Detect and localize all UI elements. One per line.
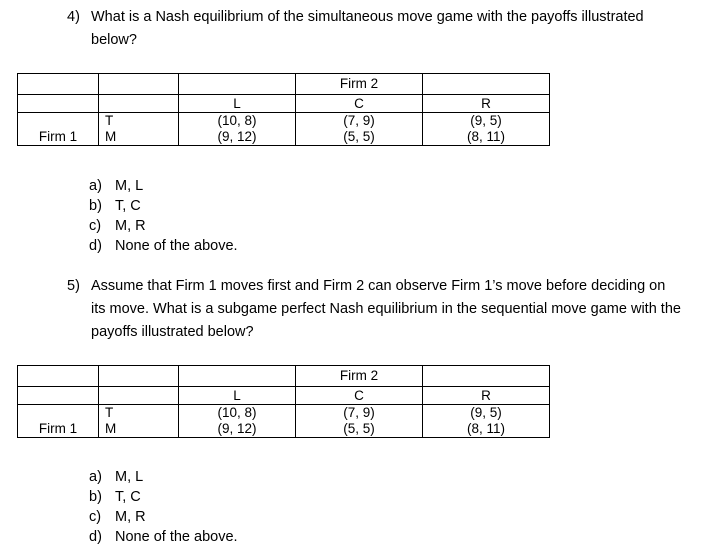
col-header-r: R xyxy=(423,95,550,113)
col-header-l: L xyxy=(179,387,296,405)
payoff-cell-c xyxy=(296,113,423,146)
strategy-m: M xyxy=(105,129,117,144)
payoff-t-l: (10, 8) xyxy=(217,113,257,128)
payoff-m-c: (5, 5) xyxy=(343,129,375,144)
option-d[interactable]: d) None of the above. xyxy=(89,238,238,254)
option-c[interactable]: c) M, R xyxy=(89,218,146,234)
payoff-m-r: (8, 11) xyxy=(466,129,505,144)
strategy-cell xyxy=(99,113,179,146)
payoff-m-l: (9, 12) xyxy=(217,421,257,436)
firm1-label: Firm 1 xyxy=(18,405,99,438)
payoff-m-c: (5, 5) xyxy=(343,421,375,436)
firm1-label: Firm 1 xyxy=(18,113,99,146)
question-number: 4) xyxy=(67,9,80,25)
payoff-cell-l xyxy=(179,405,296,438)
payoff-cell-l xyxy=(179,113,296,146)
question-5 xyxy=(67,275,682,344)
payoff-cell-r xyxy=(423,405,550,438)
col-header-r: R xyxy=(423,387,550,405)
options-q5 xyxy=(89,467,238,547)
firm2-label: Firm 2 xyxy=(296,366,423,387)
strategy-t: T xyxy=(105,405,114,420)
payoff-t-l: (10, 8) xyxy=(217,405,257,420)
col-header-c: C xyxy=(296,95,423,113)
payoff-table-q4 xyxy=(17,73,550,146)
option-a[interactable]: a) M, L xyxy=(89,469,144,485)
strategy-m: M xyxy=(105,421,117,436)
option-d[interactable]: d) None of the above. xyxy=(89,529,238,545)
payoff-table-q5 xyxy=(17,365,550,438)
question-text: Assume that Firm 1 moves first and Firm 2 can observe Firm 1’s move before deciding on its move. What is a subgame perfect Nash equilibrium in the sequential move game with the payoffs illustrated below? xyxy=(91,278,681,340)
col-header-c: C xyxy=(296,387,423,405)
option-a[interactable]: a) M, L xyxy=(89,178,144,194)
payoff-m-l: (9, 12) xyxy=(217,129,257,144)
col-header-l: L xyxy=(179,95,296,113)
question-4 xyxy=(67,6,682,52)
payoff-cell-c xyxy=(296,405,423,438)
payoff-t-r: (9, 5) xyxy=(470,113,502,128)
payoff-t-c: (7, 9) xyxy=(343,113,375,128)
strategy-t: T xyxy=(105,113,114,128)
option-b[interactable]: b) T, C xyxy=(89,198,141,214)
question-text: What is a Nash equilibrium of the simultaneous move game with the payoffs illustrated below? xyxy=(91,9,644,48)
option-b[interactable]: b) T, C xyxy=(89,489,141,505)
option-c[interactable]: c) M, R xyxy=(89,509,146,525)
payoff-cell-r xyxy=(423,113,550,146)
payoff-t-r: (9, 5) xyxy=(470,405,502,420)
question-number: 5) xyxy=(67,278,80,294)
payoff-m-r: (8, 11) xyxy=(466,421,505,436)
options-q4 xyxy=(89,176,238,256)
firm2-label: Firm 2 xyxy=(296,74,423,95)
strategy-cell xyxy=(99,405,179,438)
payoff-t-c: (7, 9) xyxy=(343,405,375,420)
